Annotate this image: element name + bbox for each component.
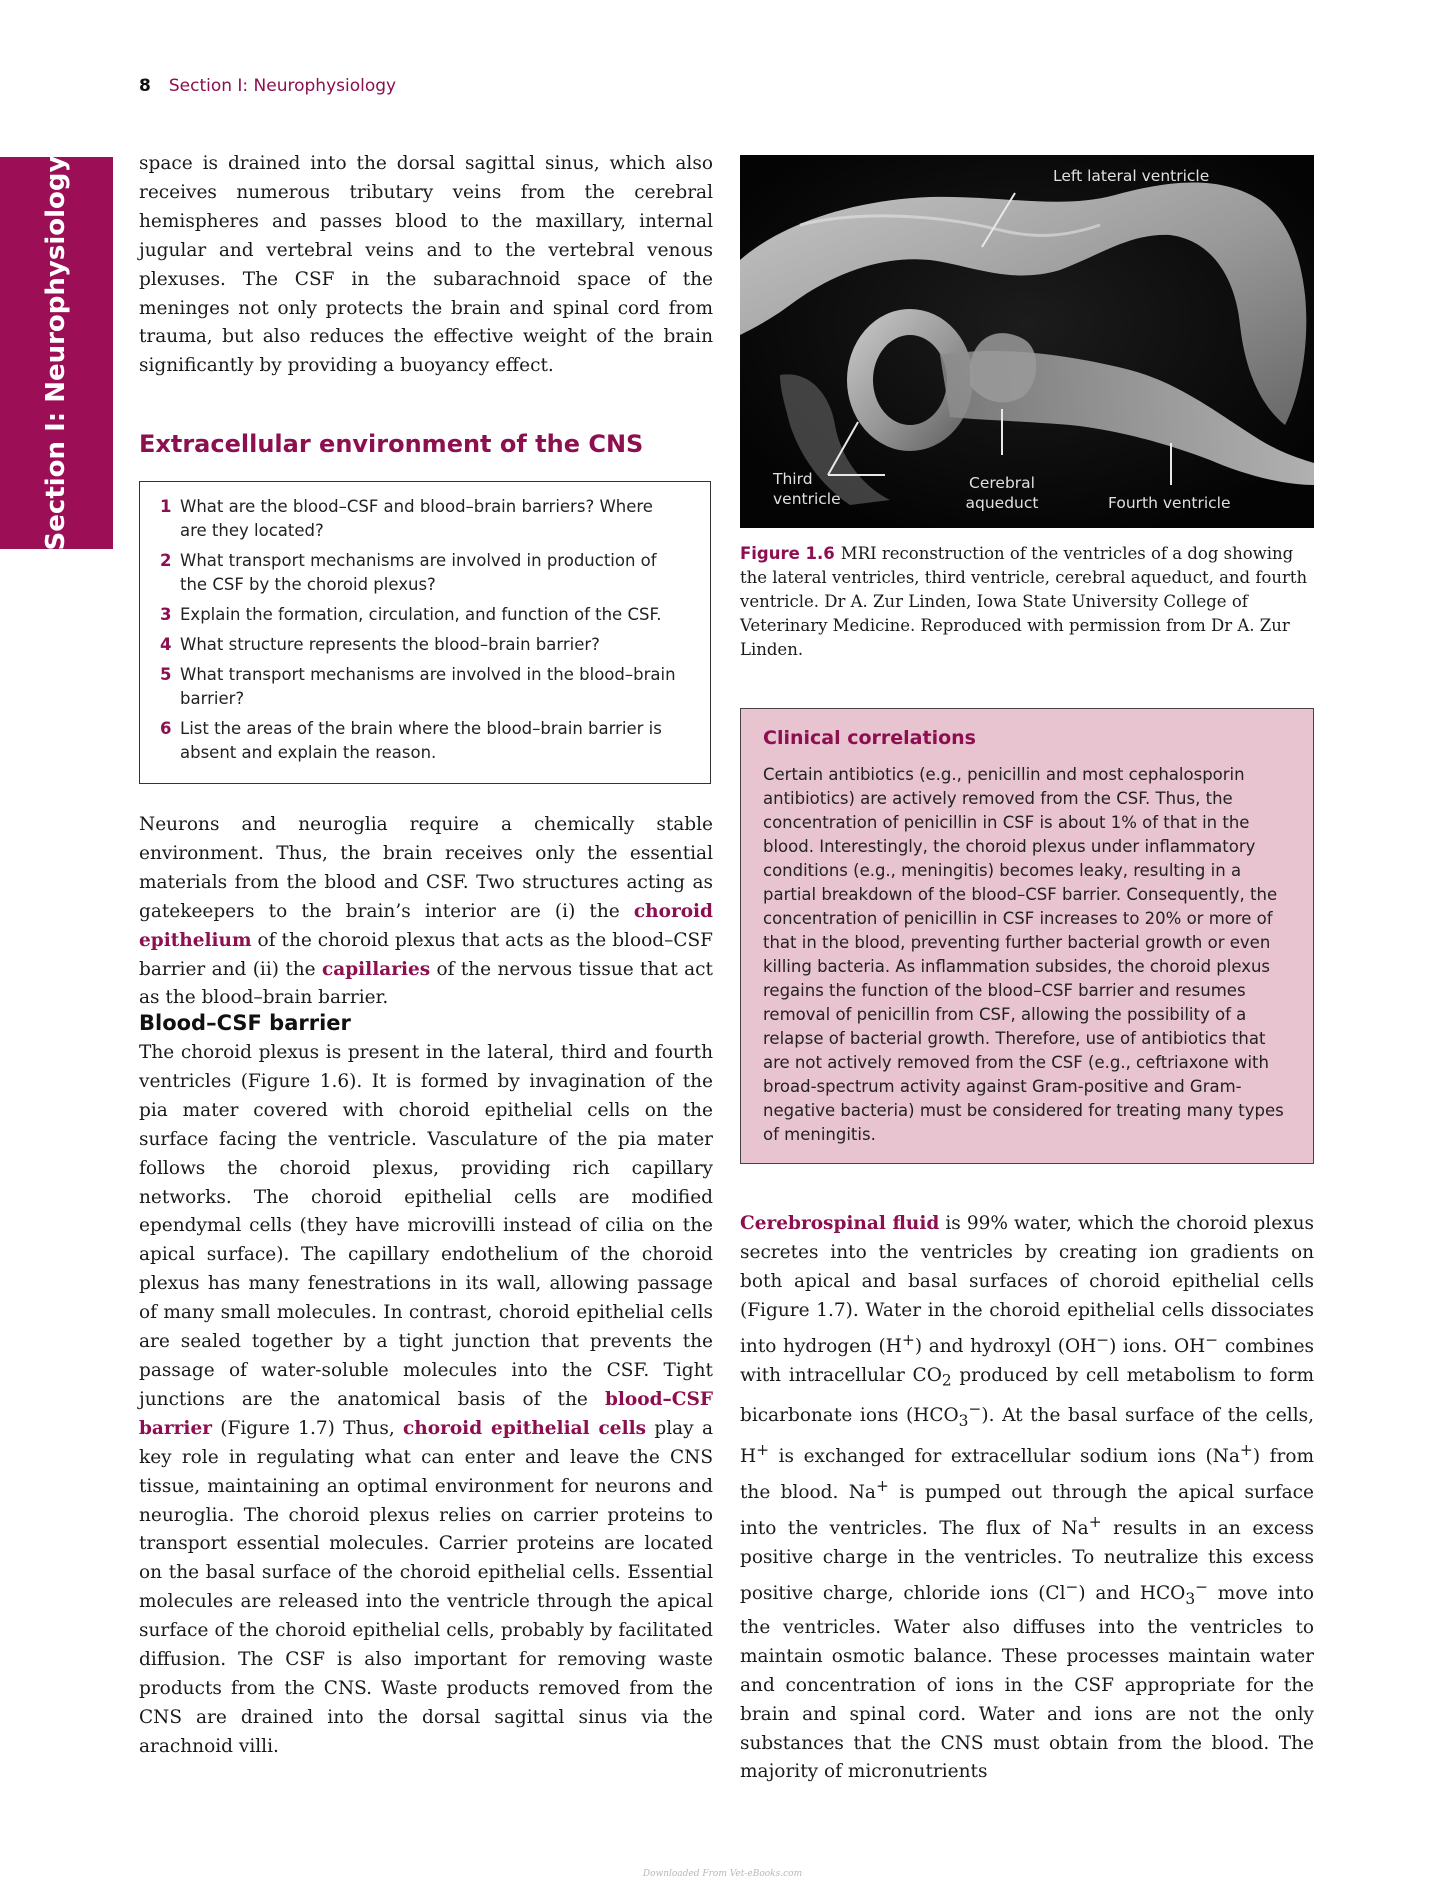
text-run: results in an excess positive charge in the ventricles. To neutralize this excess positive charge, chloride ions (Cl: [740, 1518, 1314, 1605]
superscript: −: [1195, 1578, 1209, 1597]
subscript: 3: [958, 1412, 969, 1431]
question-text: What transport mechanisms are involved in the blood–brain barrier?: [180, 665, 676, 708]
question-number: 3: [160, 605, 172, 624]
text-run: play a key role in regulating what can enter and leave the CNS tissue, maintaining an optimal environment for neurons and neuroglia. The choroid plexus relies on carrier proteins to transport essential molecules. Carrier proteins are located on the basal surface of the choroid epithelial cells. Essential molecules are released into the ventricle through the apical surface of the choroid epithelial cells, probably by facilitated diffusion. The CSF is also important for removing waste products from the CNS. Waste products removed from the CNS are drained into the dorsal sagittal sinus via the arachnoid villi.: [139, 1417, 714, 1757]
label-fourth-ventricle: Fourth ventricle: [1108, 494, 1231, 512]
learning-questions-box: [139, 481, 711, 784]
text-run: Neurons and neuroglia require a chemically stable environment. Thus, the brain receives only the essential materials from the blood and CSF. Two structures acting as gatekeepers to the brain’s interior are (i) the: [139, 814, 713, 922]
section-heading: Extracellular environment of the CNS: [139, 430, 644, 458]
key-term: Cerebrospinal fluid: [740, 1213, 940, 1234]
text-run: ) and HCO: [1078, 1583, 1186, 1605]
question-item: [160, 495, 682, 543]
question-text: What structure represents the blood–brain barrier?: [180, 635, 600, 654]
clinical-correlations-box: [740, 708, 1314, 1164]
question-item: [160, 633, 682, 657]
text-run: ) ions. OH: [1109, 1335, 1206, 1357]
clinical-correlations-text: Certain antibiotics (e.g., penicillin and most cephalosporin antibiotics) are actively removed from the CSF. Thus, the concentration of penicillin in CSF is about 1% of that in the blood. Interestingly, the choroid plexus under inflammatory conditions (e.g., meningitis) becomes leaky, resulting in a partial breakdown of the blood–CSF barrier. Consequently, the concentration of penicillin in CSF increases to 20% or more of that in the blood, preventing further bacterial growth or even killing bacteria. As inflammation subsides, the choroid plexus regains the function of the blood–CSF barrier and resumes removal of penicillin from CSF, allowing the possibility of a relapse of bacterial growth. Therefore, use of antibiotics that are not actively removed from the CSF (e.g., ceftriaxone with broad-spectrum activity against Gram-positive and Gram-negative bacteria) must be considered for treating many types of meningitis.: [763, 765, 1284, 1144]
question-item: [160, 663, 682, 711]
section-side-tab: [0, 157, 113, 549]
superscript: +: [756, 1441, 770, 1460]
text-run: (Figure 1.7) Thus,: [211, 1417, 404, 1439]
key-term: choroid epithelial cells: [403, 1417, 647, 1439]
subsection-heading: Blood–CSF barrier: [139, 1011, 351, 1035]
footer-watermark: Downloaded From Vet-eBooks.com: [642, 1869, 803, 1879]
superscript: +: [1088, 1513, 1102, 1532]
superscript: −: [968, 1400, 982, 1419]
label-left-lateral-ventricle: Left lateral ventricle: [1053, 167, 1210, 185]
question-text: What are the blood–CSF and blood–brain barriers? Where are they located?: [180, 497, 653, 540]
question-list: [160, 495, 682, 765]
subscript: 3: [1185, 1589, 1196, 1608]
superscript: −: [1205, 1330, 1219, 1349]
text-run: move into the ventricles. Water also diffuses into the ventricles to maintain osmotic balance. These processes maintain water and concentration of ions in the CSF appropriate for the brain and spinal cord. Water and ions are not the only substances that the CNS must obtain from the blood. The majority of micronutrients: [740, 1583, 1314, 1783]
text-run: The choroid plexus is present in the lateral, third and fourth ventricles (Figure 1.6). It is formed by invagination of the pia mater covered with choroid epithelial cells on the surface facing the ventricle. Vasculature of the pia mater follows the choroid plexus, providing rich capillary networks. The choroid epithelial cells are modified ependymal cells (they have microvilli instead of cilia on the apical surface). The capillary endothelium of the choroid plexus has many fenestrations in its wall, allowing passage of many small molecules. In contrast, choroid epithelial cells are sealed together by a tight junction that prevents the passage of water-soluble molecules into the CSF. Tight junctions are the anatomical basis of the: [139, 1042, 713, 1410]
key-term: capillaries: [321, 958, 431, 980]
question-number: 4: [160, 635, 172, 654]
text-run: ) from the blood. Na: [740, 1446, 1314, 1504]
text-run: is 99% water, which the choroid plexus secretes into the ventricles by creating ion gradients on both apical and basal surfaces of choroid epithelial cells (Figure 1.7). Water in the choroid epithelial cells dissociates into hydrogen (H: [740, 1213, 1315, 1357]
figure-caption-text: MRI reconstruction of the ventricles of a dog showing the lateral ventricles, third ventricle, cerebral aqueduct, and fourth ventricle. Dr A. Zur Linden, Iowa State University College of Veterinary Medicine. Reproduced with permission from Dr A. Zur Linden.: [740, 544, 1308, 659]
text-run: of the choroid plexus that acts as the blood–CSF barrier and (ii) the: [139, 929, 713, 980]
question-text: What transport mechanisms are involved in production of the CSF by the choroid plexus?: [180, 551, 657, 594]
superscript: −: [1065, 1578, 1079, 1597]
question-number: 6: [160, 719, 172, 738]
text-run: is pumped out through the apical surface into the ventricles. The flux of Na: [740, 1482, 1314, 1540]
body-paragraph-choroid: [139, 1039, 713, 1762]
running-section-title: Section I: Neurophysiology: [168, 76, 397, 96]
question-number: 5: [160, 665, 172, 684]
figure-number: Figure 1.6: [740, 544, 835, 563]
running-header: [139, 76, 396, 96]
clinical-correlations-title: Clinical correlations: [763, 727, 976, 749]
mri-figure: [740, 155, 1314, 528]
question-item: [160, 717, 682, 765]
question-number: 1: [160, 497, 172, 516]
text-run: ). At the basal surface of the cells, H: [740, 1405, 1314, 1468]
question-text: List the areas of the brain where the blood–brain barrier is absent and explain the reason.: [180, 719, 662, 762]
question-item: [160, 549, 682, 597]
text-run: combines with intracellular CO: [740, 1335, 1315, 1386]
figure-caption: [740, 542, 1314, 662]
superscript: +: [1239, 1441, 1253, 1460]
key-term: choroid epithelium: [139, 900, 713, 951]
text-run: is exchanged for extracellular sodium ions (Na: [769, 1446, 1240, 1468]
superscript: +: [875, 1477, 889, 1496]
text-run: produced by cell metabolism to form bicarbonate ions (HCO: [740, 1364, 1314, 1427]
key-term: blood–CSF barrier: [139, 1388, 713, 1439]
side-tab-label: Section I: Neurophysiology: [41, 155, 71, 551]
question-item: [160, 603, 682, 627]
superscript: +: [901, 1330, 915, 1349]
subscript: 2: [941, 1371, 952, 1390]
body-paragraph-top: space is drained into the dorsal sagittal sinus, which also receives numerous tributary veins from the cerebral hemispheres and passes blood to the maxillary, internal jugular and vertebral veins and to the vertebral venous plexuses. The CSF in the subarachnoid space of the meninges not only protects the brain and spinal cord from trauma, but also reduces the effective weight of the brain significantly by providing a buoyancy effect.: [139, 153, 713, 377]
question-number: 2: [160, 551, 172, 570]
body-paragraph-neurons: [139, 811, 713, 1013]
label-cerebral-aqueduct: Cerebral aqueduct: [965, 474, 1039, 512]
question-text: Explain the formation, circulation, and function of the CSF.: [180, 605, 662, 624]
text-run: of the nervous tissue that act as the blood–brain barrier.: [139, 958, 713, 1009]
body-paragraph-csf: [740, 1210, 1314, 1787]
superscript: −: [1096, 1330, 1110, 1349]
text-run: ) and hydroxyl (OH: [914, 1335, 1097, 1357]
page-number: 8: [139, 76, 151, 96]
label-third-ventricle: Third ventricle: [773, 470, 841, 508]
